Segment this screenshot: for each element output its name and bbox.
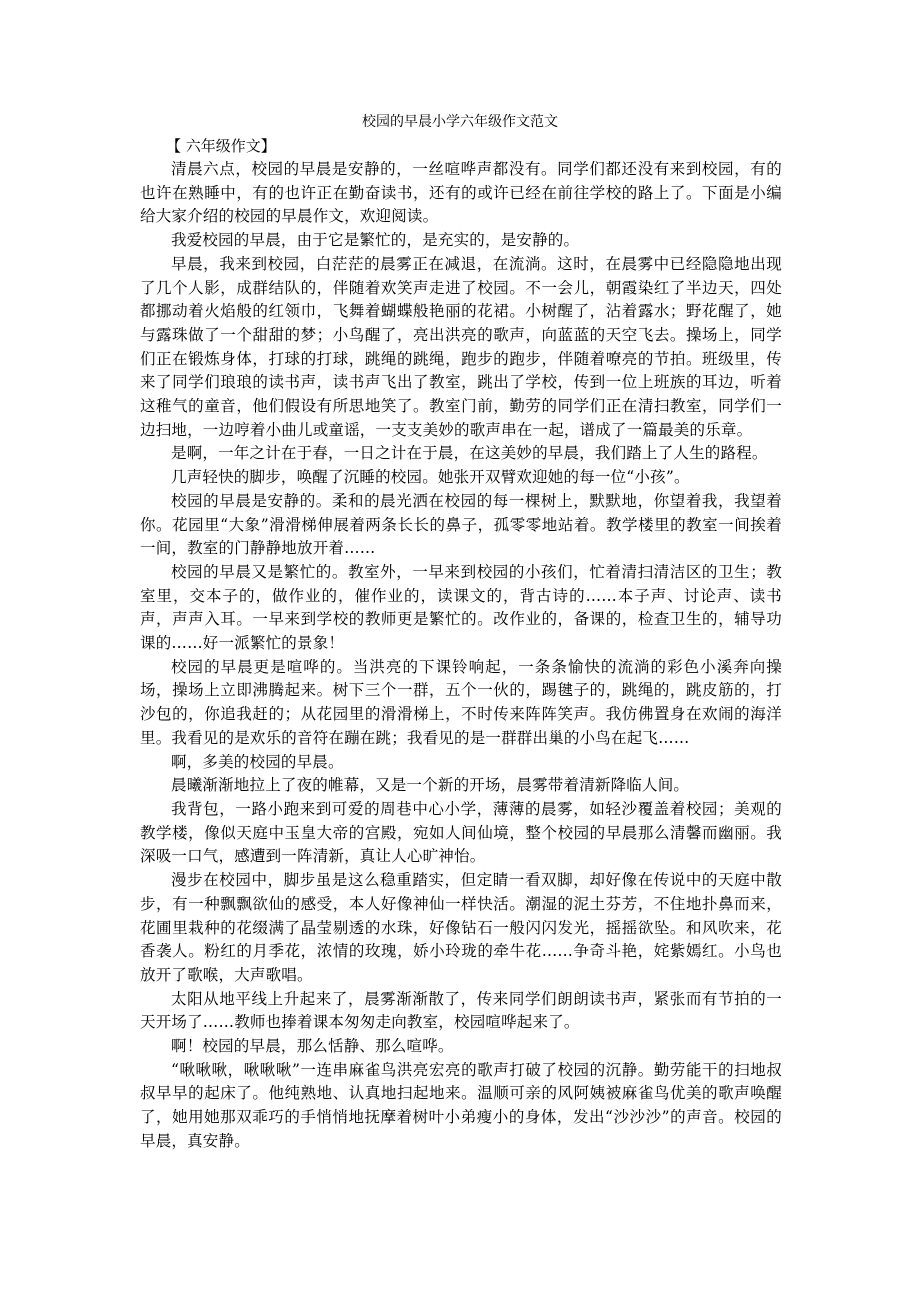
paragraph: 太阳从地平线上升起来了，晨雾渐渐散了，传来同学们朗朗读书声，紧张而有节拍的一天开场了……教师也捧着课本匆匆走向教室，校园喧哗起来了。 [140,989,782,1032]
paragraph: 漫步在校园中，脚步虽是这么稳重踏实，但定睛一看双脚，却好像在传说中的天庭中散步，有一种飘飘欲仙的感受，本人好像神仙一样快活。潮湿的泥土芬芳，不住地扑鼻而来，花圃里栽种的花缀满了晶莹剔透的水珠，好像钻石一般闪闪发光，摇摇欲坠。和风吹来，花香袭人。粉红的月季花，浓情的玫瑰，娇小玲珑的牵牛花……争奇斗艳，姹紫嫣红。小鸟也放开了歌喉，大声歌唱。 [140,871,782,984]
paragraph: 啊，多美的校园的早晨。 [171,752,344,771]
paragraph: 几声轻快的脚步，唤醒了沉睡的校园。她张开双臂欢迎她的每一位“小孩”。 [171,468,690,487]
document-title: 校园的早晨小学六年级作文范文 [362,114,558,130]
paragraph: 啊！校园的早晨，那么恬静、那么喧哗。 [171,1037,454,1056]
paragraph: 校园的早晨更是喧哗的。当洪亮的下课铃响起，一条条愉快的流淌的彩色小溪奔向操场，操场上立即沸腾起来。树下三个一群，五个一伙的，踢毽子的，跳绳的，跳皮筋的，打沙包的，你追我赶的；从花园里的滑滑梯上，不时传来阵阵笑声。我仿佛置身在欢闹的海洋里。我看见的是欢乐的音符在蹦在跳；我看见的是一群群出巢的小鸟在起飞…… [140,657,782,747]
paragraph: 校园的早晨又是繁忙的。教室外，一早来到校园的小孩们，忙着清扫清洁区的卫生；教室里，交本子的，做作业的，催作业的，读课文的，背古诗的……本子声、讨论声、读书声，声声入耳。一早来到学校的教师更是繁忙的。改作业的，备课的，检查卫生的，辅导功课的……好一派繁忙的景象！ [140,562,782,653]
paragraph: 清晨六点，校园的早晨是安静的，一丝喧哗声都没有。同学们都还没有来到校园，有的也许在熟睡中，有的也许正在勤奋读书，还有的或许已经在前往学校的路上了。下面是小编给大家介绍的校园的早晨作文，欢迎阅读。 [140,160,782,226]
paragraph: 早晨，我来到校园，白茫茫的晨雾正在减退，在流淌。这时，在晨雾中已经隐隐地出现了几个人影，成群结队的，伴随着欢笑声走进了校园。不一会儿，朝霞染红了半边天，四处都挪动着火焰般的红领巾，飞舞着蝴蝶般艳丽的花裙。小树醒了，沾着露水；野花醒了，她与露珠做了一个甜甜的梦；小鸟醒了，亮出洪亮的歌声，向蓝蓝的天空飞去。操场上，同学们正在锻炼身体，打球的打球，跳绳的跳绳，跑步的跑步，伴随着嘹亮的节拍。班级里，传来了同学们琅琅的读书声，读书声飞出了教室，跳出了学校，传到一位上班族的耳边，听着这稚气的童音，他们假设有所思地笑了。教室门前，勤劳的同学们正在清扫教室，同学们一边扫地，一边哼着小曲儿或童谣，一支支美妙的歌声串在一起，谱成了一篇最美的乐章。 [140,254,782,439]
paragraph: “啾啾啾，啾啾啾”一连串麻雀鸟洪亮宏亮的歌声打破了校园的沉静。勤劳能干的扫地叔叔早早的起床了。他纯熟地、认真地扫起地来。温顺可亲的风阿姨被麻雀鸟优美的歌声唤醒了，她用她那双乖巧的手悄悄地抚摩着树叶小弟瘦小的身体，发出“沙沙沙”的声音。校园的早晨，真安静。 [140,1060,782,1150]
essay-body [140,158,782,1154]
paragraph: 是啊，一年之计在于春，一日之计在于晨，在这美妙的早晨，我们踏上了人生的路程。 [171,444,768,463]
paragraph: 我爱校园的早晨，由于它是繁忙的，是充实的，是安静的。 [171,231,580,250]
paragraph: 我背包，一路小跑来到可爱的周巷中心小学，薄薄的晨雾，如轻沙覆盖着校园；美观的教学楼，像似天庭中玉皇大帝的宫殿，宛如人间仙境，整个校园的早晨那么清馨而幽丽。我深吸一口气，感遭到一阵清新，真让人心旷神怡。 [140,799,782,866]
paragraph: 晨曦渐渐地拉上了夜的帷幕，又是一个新的开场，晨雾带着清新降临人间。 [171,776,690,795]
category-label: 【 六年级作文】 [166,137,276,155]
paragraph: 校园的早晨是安静的。柔和的晨光洒在校园的每一棵树上，默默地，你望着我，我望着你。花园里“大象”滑滑梯伸展着两条长长的鼻子，孤零零地站着。教学楼里的教室一间挨着一间，教室的门静静地放开着…… [140,491,782,558]
